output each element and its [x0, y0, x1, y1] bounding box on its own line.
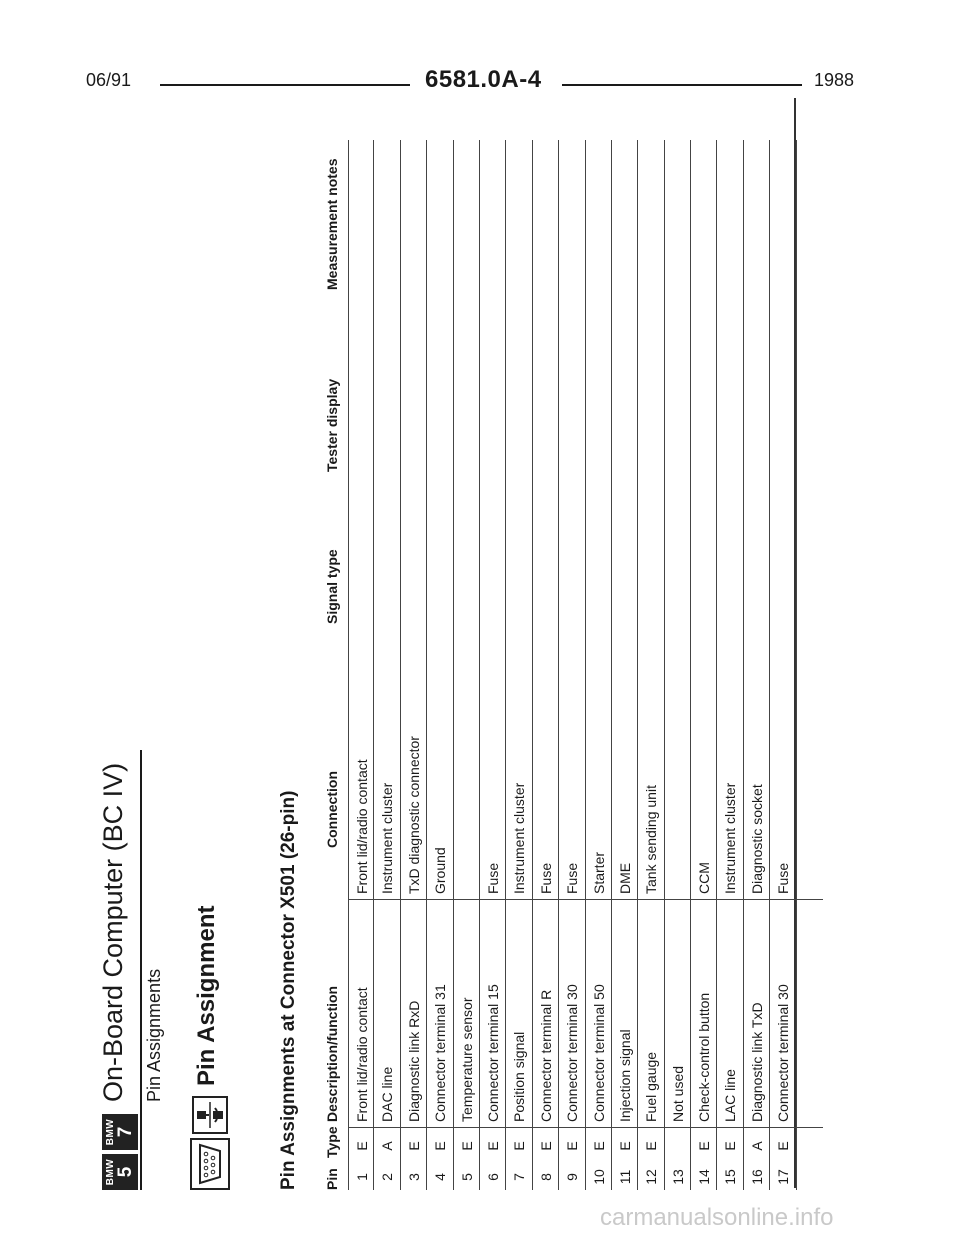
- cell-type: E: [696, 1141, 713, 1151]
- cell-description: Diagnostic link TxD: [748, 1002, 765, 1122]
- cell-description: LAC line: [722, 1069, 739, 1122]
- cell-type: E: [590, 1141, 607, 1151]
- table-row: [480, 140, 506, 1190]
- cell-type: E: [458, 1141, 475, 1151]
- table-row: [638, 140, 664, 1190]
- cell-description: Connector terminal R: [537, 989, 554, 1122]
- table-row: [559, 140, 585, 1190]
- table-row: [506, 140, 532, 1190]
- table-row: [454, 140, 480, 1190]
- table-row: [612, 140, 638, 1190]
- section-heading: Pin Assignment: [193, 905, 220, 1086]
- header-rule-left: [160, 84, 410, 86]
- watermark: carmanualsonline.info: [600, 1204, 834, 1231]
- cell-connection: Tank sending unit: [643, 785, 660, 894]
- cell-type: A: [748, 1141, 765, 1151]
- cell-pin: 4: [432, 1173, 449, 1181]
- cell-description: Connector terminal 31: [432, 984, 449, 1122]
- cell-description: Temperature sensor: [458, 997, 475, 1122]
- table-row: [717, 140, 743, 1190]
- connector-icon: [190, 1138, 230, 1190]
- pin-table-body: [348, 140, 797, 1190]
- cell-pin: 13: [669, 1169, 686, 1185]
- table-row: [348, 140, 374, 1190]
- title-rule: [140, 750, 142, 1190]
- table-row: [374, 140, 400, 1190]
- cell-type: E: [432, 1141, 449, 1151]
- page-subtitle: Pin Assignments: [144, 968, 164, 1102]
- bmw-7-badge: BMW 7: [102, 1114, 138, 1150]
- table-row: [427, 140, 453, 1190]
- cell-description: Diagnostic link RxD: [405, 1000, 422, 1122]
- cell-description: Injection signal: [616, 1029, 633, 1122]
- table-row: [770, 140, 796, 1190]
- cell-description: Connector terminal 30: [775, 984, 792, 1122]
- cell-connection: Starter: [590, 851, 607, 894]
- table-row: [533, 140, 559, 1190]
- page-title: On-Board Computer (BC IV): [98, 762, 128, 1102]
- cell-pin: 12: [643, 1169, 660, 1185]
- cell-connection: Fuse: [484, 862, 501, 894]
- cell-type: A: [379, 1141, 396, 1151]
- header-rule-right: [562, 84, 802, 86]
- cell-connection: Instrument cluster: [379, 782, 396, 894]
- cell-connection: Instrument cluster: [722, 782, 739, 894]
- table-title: Pin Assignments at Connector X501 (26-pin): [278, 790, 299, 1190]
- col-header-description: Description/function: [324, 985, 340, 1122]
- table-row: [665, 140, 691, 1190]
- cell-connection: Fuse: [564, 862, 581, 894]
- cell-connection: Instrument cluster: [511, 782, 528, 894]
- cell-pin: 9: [564, 1173, 581, 1181]
- pin-terminal-icon: [192, 1096, 228, 1134]
- cell-description: DAC line: [379, 1066, 396, 1122]
- cell-type: E: [354, 1141, 370, 1151]
- col-header-measurement-notes: Measurement notes: [324, 158, 340, 290]
- cell-connection: Fuse: [537, 862, 554, 894]
- cell-type: E: [722, 1141, 739, 1151]
- cell-pin: 14: [696, 1169, 713, 1185]
- header-date: 06/91: [86, 70, 132, 90]
- table-row: [401, 140, 427, 1190]
- cell-pin: 15: [722, 1169, 739, 1185]
- header-doc-number: 6581.0A-4: [425, 66, 542, 93]
- cell-description: Position signal: [511, 1031, 528, 1122]
- rotated-page-content: [80, 90, 800, 1190]
- cell-description: Front lid/radio contact: [354, 987, 370, 1122]
- header-year: 1988: [814, 70, 855, 90]
- cell-pin: 6: [484, 1173, 501, 1181]
- table-row: [691, 140, 717, 1190]
- cell-type: E: [537, 1141, 554, 1151]
- cell-description: Check-control button: [696, 992, 713, 1122]
- cell-pin: 1: [354, 1173, 370, 1181]
- cell-pin: 17: [775, 1169, 792, 1185]
- cell-type: E: [484, 1141, 501, 1151]
- cell-connection: DME: [616, 862, 633, 894]
- cell-type: E: [564, 1141, 581, 1151]
- cell-connection: TxD diagnostic connector: [405, 736, 422, 894]
- cell-type: E: [616, 1141, 633, 1151]
- cell-pin: 8: [537, 1173, 554, 1181]
- cell-pin: 7: [511, 1173, 528, 1181]
- cell-description: Fuel gauge: [643, 1051, 660, 1122]
- cell-connection: Ground: [432, 847, 449, 894]
- cell-connection: Diagnostic socket: [748, 784, 765, 894]
- table-row: [586, 140, 612, 1190]
- col-header-signal-type: Signal type: [324, 549, 340, 624]
- cell-connection: Fuse: [775, 862, 792, 894]
- cell-type: E: [775, 1141, 792, 1151]
- cell-pin: 16: [748, 1169, 765, 1185]
- cell-description: Not used: [669, 1065, 686, 1122]
- table-row: [744, 140, 770, 1190]
- cell-pin: 5: [458, 1173, 475, 1181]
- cell-pin: 11: [616, 1169, 633, 1185]
- col-header-connection: Connection: [324, 771, 340, 848]
- col-header-tester-display: Tester display: [324, 378, 340, 472]
- cell-type: E: [643, 1141, 660, 1151]
- cell-description: Connector terminal 50: [590, 984, 607, 1122]
- cell-description: Connector terminal 30: [564, 984, 581, 1122]
- cell-connection: CCM: [696, 862, 713, 894]
- bmw-series-logo: [102, 1114, 138, 1190]
- cell-type: E: [405, 1141, 422, 1151]
- cell-connection: Front lid/radio contact: [354, 759, 370, 894]
- cell-pin: 2: [379, 1173, 396, 1181]
- cell-pin: 10: [590, 1169, 607, 1185]
- cell-type: E: [511, 1141, 528, 1151]
- cell-description: Connector terminal 15: [484, 984, 501, 1122]
- bmw-5-badge: BMW 5: [102, 1154, 138, 1190]
- cell-pin: 3: [405, 1173, 422, 1181]
- col-header-type: Type: [324, 1126, 340, 1158]
- col-header-pin: Pin: [324, 1168, 340, 1190]
